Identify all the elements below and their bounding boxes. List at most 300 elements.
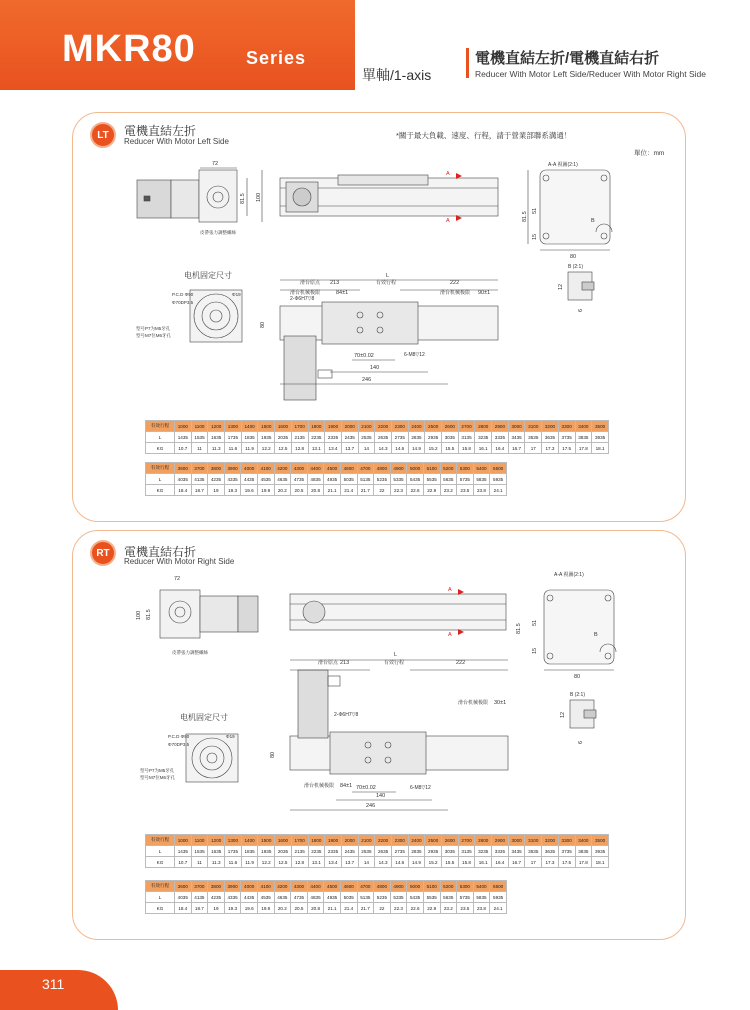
table-cell: 3300 xyxy=(558,421,575,432)
belt-adjust-label-2: 皮帶張力調整螺絲 xyxy=(172,650,208,655)
view-b-label-2: B (2:1) xyxy=(570,692,586,698)
table-cell: 14.3 xyxy=(375,443,392,454)
spec-table-4 xyxy=(145,880,507,914)
hole-callout-2: 2-Φ6H7▽8 xyxy=(334,712,359,718)
table-cell: 1435 xyxy=(175,432,192,443)
table-cell: 14 xyxy=(358,857,375,868)
table-cell: 2200 xyxy=(375,421,392,432)
table-cell: 1735 xyxy=(225,432,242,443)
table-cell: 21.7 xyxy=(357,903,374,914)
table-cell: 23.5 xyxy=(457,485,474,496)
table-cell: 14.9 xyxy=(408,443,425,454)
table-cell: 4535 xyxy=(257,892,274,903)
table-cell: 22.9 xyxy=(423,485,440,496)
table-cell: 4235 xyxy=(208,474,225,485)
table-cell: 14 xyxy=(358,443,375,454)
table-cell: 1935 xyxy=(258,432,275,443)
belt-adjust-label: 皮帶張力調整螺絲 xyxy=(200,230,236,235)
table-cell: 1835 xyxy=(241,846,258,857)
table-cell: 2200 xyxy=(375,835,392,846)
table-cell: 3935 xyxy=(592,432,609,443)
table-cell: 1735 xyxy=(225,846,242,857)
table-cell: 2835 xyxy=(408,846,425,857)
table-cell: 3235 xyxy=(475,846,492,857)
table-cell: 4935 xyxy=(324,892,341,903)
table-cell: 3200 xyxy=(542,421,559,432)
dim-140: 140 xyxy=(370,365,380,371)
table-cell: 1000 xyxy=(175,835,192,846)
table-cell: 21.4 xyxy=(340,903,357,914)
table-cell: 5935 xyxy=(490,474,507,485)
table-cell: 4100 xyxy=(257,881,274,892)
dim-84: 84±1 xyxy=(336,290,349,296)
table-cell: 5735 xyxy=(457,892,474,903)
table-cell: 13.1 xyxy=(308,443,325,454)
table-cell: 5200 xyxy=(440,463,457,474)
dim-6-2: 6 xyxy=(578,740,584,744)
table-cell: 3600 xyxy=(175,463,192,474)
table-cell: 24.1 xyxy=(490,485,507,496)
table-cell: 1500 xyxy=(258,835,275,846)
table-cell: 18.4 xyxy=(175,485,192,496)
table-cell: 2100 xyxy=(358,421,375,432)
table-cell: 1200 xyxy=(208,421,225,432)
table-cell: 14.6 xyxy=(391,443,408,454)
table-cell: 3400 xyxy=(575,421,592,432)
dim-100: 100 xyxy=(256,192,262,202)
table-cell: 4435 xyxy=(241,474,258,485)
dim-L: L xyxy=(386,273,390,279)
dim-6: 6 xyxy=(578,308,584,312)
table-cell: 2600 xyxy=(442,421,459,432)
table-cell: 15.2 xyxy=(425,857,442,868)
table-cell: 4300 xyxy=(291,463,308,474)
table-cell: 2300 xyxy=(391,835,408,846)
table-cell: 1400 xyxy=(241,835,258,846)
table-cell: 2735 xyxy=(391,846,408,857)
table-cell: 3835 xyxy=(575,432,592,443)
table-cell: 3100 xyxy=(525,835,542,846)
dim-246: 246 xyxy=(362,377,372,383)
table-cell: 4000 xyxy=(241,463,258,474)
table-cell: 4735 xyxy=(291,892,308,903)
table-cell: 2800 xyxy=(475,835,492,846)
table-cell: 4235 xyxy=(208,892,225,903)
spigot-label: Φ70DP3.5 xyxy=(172,300,194,305)
table-cell: 17 xyxy=(525,443,542,454)
table-cell: 2535 xyxy=(358,846,375,857)
table-cell: 4135 xyxy=(191,892,208,903)
table-cell: 2000 xyxy=(341,835,358,846)
table-cell: 3535 xyxy=(525,432,542,443)
table-cell: 3200 xyxy=(542,835,559,846)
table-cell: 17 xyxy=(525,857,542,868)
table-cell: 4835 xyxy=(307,892,324,903)
dim-213-2: 213 xyxy=(340,660,350,666)
table-cell: 2135 xyxy=(291,846,308,857)
row-label: L xyxy=(146,432,175,443)
table-cell: 4635 xyxy=(274,474,291,485)
table-cell: 5435 xyxy=(407,892,424,903)
slider-limit-right: 滑台机械极限 xyxy=(440,290,471,296)
dim-84-2: 84±1 xyxy=(340,783,353,789)
table-cell: 21.1 xyxy=(324,485,341,496)
table-cell: 5735 xyxy=(457,474,474,485)
table-cell: 3900 xyxy=(224,463,241,474)
table-cell: 1000 xyxy=(175,421,192,432)
table-cell: 17.8 xyxy=(575,443,592,454)
table-cell: 3735 xyxy=(558,846,575,857)
table-cell: 5535 xyxy=(423,474,440,485)
table-cell: 3000 xyxy=(508,835,525,846)
section-mark-a-3: A xyxy=(448,587,452,593)
table-cell: 2935 xyxy=(425,432,442,443)
table-cell: 22.6 xyxy=(407,903,424,914)
table-cell: 2400 xyxy=(408,421,425,432)
table-cell: 5100 xyxy=(423,463,440,474)
spec-table-3 xyxy=(145,834,609,868)
table-cell: 3400 xyxy=(575,835,592,846)
table-cell: 20.5 xyxy=(291,485,308,496)
table-cell: 17.5 xyxy=(558,443,575,454)
slider-limit-right-2: 滑台机械极限 xyxy=(458,700,489,706)
table-cell: 4535 xyxy=(257,474,274,485)
dim-30: 30±1 xyxy=(494,700,507,706)
table-cell: 22.6 xyxy=(407,485,424,496)
table-cell: 4035 xyxy=(175,892,192,903)
table-cell: 1300 xyxy=(225,421,242,432)
table-cell: 2935 xyxy=(425,846,442,857)
table-cell: 23.8 xyxy=(473,903,490,914)
table-cell: 15.8 xyxy=(458,443,475,454)
table-cell: 5535 xyxy=(423,892,440,903)
table-cell: 2735 xyxy=(391,432,408,443)
dim-70-2: 70±0.02 xyxy=(356,785,376,791)
table-cell: 3435 xyxy=(508,846,525,857)
table-cell: 11.9 xyxy=(241,857,258,868)
table-cell: 2235 xyxy=(308,846,325,857)
page-number: 311 xyxy=(42,976,65,992)
table-cell: 3000 xyxy=(508,421,525,432)
table-cell: 22.3 xyxy=(390,903,407,914)
table-cell: 2600 xyxy=(442,835,459,846)
table-cell: 2335 xyxy=(325,432,342,443)
table-cell: 3035 xyxy=(442,432,459,443)
table-cell: 2435 xyxy=(341,432,358,443)
slider-limit-left: 滑台机械极限 xyxy=(290,290,321,296)
table-cell: 5300 xyxy=(457,881,474,892)
tap-callout-2: 6-M8▽12 xyxy=(410,785,431,791)
table-cell: 3535 xyxy=(525,846,542,857)
table-cell: 21.1 xyxy=(324,903,341,914)
dim-81-5-3: 81.5 xyxy=(516,623,522,634)
table-cell: 2235 xyxy=(308,432,325,443)
effective-stroke: 有效行程 xyxy=(376,280,397,286)
table-cell: 4435 xyxy=(241,892,258,903)
table-cell: 4735 xyxy=(291,474,308,485)
dim-12-2: 12 xyxy=(560,711,566,718)
table-cell: 2635 xyxy=(375,846,392,857)
table-cell: 3935 xyxy=(592,846,609,857)
table-cell: 1300 xyxy=(225,835,242,846)
table-cell: 5335 xyxy=(390,474,407,485)
table-cell: 4700 xyxy=(357,881,374,892)
effective-stroke-2: 有效行程 xyxy=(384,660,405,666)
table-cell: 5000 xyxy=(407,463,424,474)
table-cell: 4900 xyxy=(390,463,407,474)
table-cell: 18.7 xyxy=(191,485,208,496)
dim-19-2: Φ19 xyxy=(226,734,235,739)
slider-origin-2: 滑台原点 xyxy=(318,660,339,666)
table-cell: 11.6 xyxy=(225,443,242,454)
row-label: KG xyxy=(146,857,175,868)
table-cell: 11.9 xyxy=(241,443,258,454)
dim-15: 15 xyxy=(532,233,538,240)
table-cell: 5135 xyxy=(357,892,374,903)
view-aa-label-2: A-A 視圖(2:1) xyxy=(554,572,584,578)
row-label: KG xyxy=(146,903,175,914)
table-cell: 2835 xyxy=(408,432,425,443)
dim-L-2: L xyxy=(394,652,398,658)
table-cell: 5100 xyxy=(423,881,440,892)
table-cell: 17.3 xyxy=(542,443,559,454)
table-cell: 1800 xyxy=(308,421,325,432)
table-cell: 1700 xyxy=(291,835,308,846)
table-cell: 4335 xyxy=(224,892,241,903)
table-cell: 19.6 xyxy=(241,903,258,914)
table-cell: 23.2 xyxy=(440,485,457,496)
table-cell: 3600 xyxy=(175,881,192,892)
section-title-zh: 電機直結左折 xyxy=(124,124,197,138)
table-cell: 4900 xyxy=(390,881,407,892)
table-cell: 5500 xyxy=(490,463,507,474)
table-cell: 19.9 xyxy=(257,485,274,496)
table-cell: 5635 xyxy=(440,474,457,485)
pcd-label-2: P.C.D Φ90 xyxy=(168,734,190,739)
table-cell: 23.2 xyxy=(440,903,457,914)
m7-note-2: 型号M7位M6牙孔 xyxy=(140,775,176,780)
row-label: 有效行程 xyxy=(146,421,175,432)
table-cell: 2900 xyxy=(492,835,509,846)
table-cell: 18.7 xyxy=(191,903,208,914)
table-cell: 10.7 xyxy=(175,857,192,868)
table-cell: 19 xyxy=(208,485,225,496)
table-cell: 1635 xyxy=(208,432,225,443)
table-cell: 2535 xyxy=(358,432,375,443)
table-cell: 2000 xyxy=(341,421,358,432)
m7-note: 型号M7位M6牙孔 xyxy=(136,333,172,338)
table-cell: 2400 xyxy=(408,835,425,846)
table-cell: 4335 xyxy=(224,474,241,485)
table-cell: 12.5 xyxy=(275,443,292,454)
table-cell: 2800 xyxy=(475,421,492,432)
motor-fix-title-2: 电机固定尺寸 xyxy=(180,713,228,722)
table-cell: 3635 xyxy=(542,432,559,443)
dim-81-5-2: 81.5 xyxy=(146,609,152,620)
badge-lt: LT xyxy=(90,122,116,148)
table-cell: 4400 xyxy=(307,881,324,892)
table-row xyxy=(146,835,609,846)
table-cell: 3800 xyxy=(208,881,225,892)
table-cell: 1835 xyxy=(241,432,258,443)
table-cell: 10.7 xyxy=(175,443,192,454)
table-cell: 21.4 xyxy=(340,485,357,496)
table-cell: 19.9 xyxy=(257,903,274,914)
dim-19: Φ19 xyxy=(232,292,241,297)
table-cell: 1800 xyxy=(308,835,325,846)
view-b-label: B (2:1) xyxy=(568,264,584,270)
dim-80-3: 80 xyxy=(270,751,276,758)
table-row xyxy=(146,903,507,914)
section-title-en: Reducer With Motor Left Side xyxy=(124,137,229,146)
table-cell: 23.5 xyxy=(457,903,474,914)
table-cell: 1635 xyxy=(208,846,225,857)
table-cell: 20.5 xyxy=(291,903,308,914)
table-cell: 3735 xyxy=(558,432,575,443)
table-cell: 15.8 xyxy=(458,857,475,868)
table-cell: 2035 xyxy=(275,846,292,857)
table-cell: 5400 xyxy=(473,881,490,892)
table-cell: 4000 xyxy=(241,881,258,892)
table-row xyxy=(146,846,609,857)
table-cell: 4200 xyxy=(274,463,291,474)
dim-80b: 80 xyxy=(260,321,266,328)
table-cell: 5500 xyxy=(490,881,507,892)
table-cell: 5135 xyxy=(357,474,374,485)
table-cell: 1535 xyxy=(191,846,208,857)
table-cell: 19.3 xyxy=(224,903,241,914)
table-cell: 16.4 xyxy=(492,443,509,454)
table-cell: 1600 xyxy=(275,835,292,846)
row-label: KG xyxy=(146,485,175,496)
table-cell: 5035 xyxy=(340,474,357,485)
table-cell: 20.8 xyxy=(307,485,324,496)
table-cell: 4935 xyxy=(324,474,341,485)
table-cell: 11.6 xyxy=(225,857,242,868)
section-mark-a: A xyxy=(446,171,450,177)
table-cell: 4200 xyxy=(274,881,291,892)
table-cell: 3700 xyxy=(191,463,208,474)
row-label: 有效行程 xyxy=(146,835,175,846)
dim-140-2: 140 xyxy=(376,793,386,799)
table-cell: 15.2 xyxy=(425,443,442,454)
table-cell: 3235 xyxy=(475,432,492,443)
table-cell: 22 xyxy=(374,903,391,914)
page-title-en: Reducer With Motor Left Side/Reducer With Motor Right Side xyxy=(475,69,707,79)
table-cell: 21.7 xyxy=(357,485,374,496)
table-cell: 3435 xyxy=(508,432,525,443)
table-cell: 5235 xyxy=(374,474,391,485)
row-label: 有效行程 xyxy=(146,881,175,892)
table-cell: 4600 xyxy=(340,881,357,892)
table-cell: 23.8 xyxy=(473,485,490,496)
table-cell: 2700 xyxy=(458,421,475,432)
table-cell: 3100 xyxy=(525,421,542,432)
table-cell: 3835 xyxy=(575,846,592,857)
table-cell: 15.5 xyxy=(442,443,459,454)
dim-222-2: 222 xyxy=(456,660,466,666)
table-cell: 5035 xyxy=(340,892,357,903)
table-cell: 13.7 xyxy=(341,443,358,454)
table-cell: 2500 xyxy=(425,835,442,846)
table-cell: 1535 xyxy=(191,432,208,443)
page-title-zh: 電機直結左折/電機直結右折 xyxy=(475,50,660,67)
table-cell: 4500 xyxy=(324,463,341,474)
table-cell: 4035 xyxy=(175,474,192,485)
table-cell: 12.8 xyxy=(291,857,308,868)
table-cell: 1900 xyxy=(325,835,342,846)
table-cell: 2135 xyxy=(291,432,308,443)
dim-90: 90±1 xyxy=(478,290,491,296)
table-cell: 4600 xyxy=(340,463,357,474)
table-cell: 5835 xyxy=(473,892,490,903)
table-cell: 1500 xyxy=(258,421,275,432)
hole-callout: 2-Φ6H7▽8 xyxy=(290,296,315,302)
table-cell: 14.3 xyxy=(375,857,392,868)
table-cell: 13.7 xyxy=(341,857,358,868)
table-cell: 16.7 xyxy=(508,443,525,454)
table-cell: 3335 xyxy=(492,846,509,857)
table-cell: 16.1 xyxy=(475,857,492,868)
table-row xyxy=(146,857,609,868)
table-cell: 2100 xyxy=(358,835,375,846)
table-cell: 5435 xyxy=(407,474,424,485)
section-title-en-2: Reducer With Motor Right Side xyxy=(124,557,235,566)
table-cell: 17.8 xyxy=(575,857,592,868)
table-cell: 1935 xyxy=(258,846,275,857)
table-cell: 5200 xyxy=(440,881,457,892)
table-cell: 18.1 xyxy=(592,443,609,454)
table-cell: 4135 xyxy=(191,474,208,485)
table-cell: 17.3 xyxy=(542,857,559,868)
table-cell: 1435 xyxy=(175,846,192,857)
spigot-label-2: Φ70DP3.5 xyxy=(168,742,190,747)
slider-origin: 滑台原点 xyxy=(300,280,321,286)
dim-72: 72 xyxy=(212,161,219,167)
table-cell: 13.4 xyxy=(325,443,342,454)
table-cell: 5300 xyxy=(457,463,474,474)
table-cell: 22.3 xyxy=(390,485,407,496)
load-note: *關于最大負載、速度、行程，請于營業部聯系溝通！ xyxy=(396,131,572,140)
p7-note-2: 型号P7为M5牙孔 xyxy=(140,768,175,773)
dim-51: 51 xyxy=(532,207,538,214)
table-cell: 5400 xyxy=(473,463,490,474)
table-cell: 2300 xyxy=(391,421,408,432)
table-cell: 19.6 xyxy=(241,485,258,496)
table-cell: 16.4 xyxy=(492,857,509,868)
table-cell: 15.5 xyxy=(442,857,459,868)
table-cell: 4700 xyxy=(357,463,374,474)
table-cell: 19.3 xyxy=(224,485,241,496)
table-cell: 3500 xyxy=(592,835,609,846)
series-label: Series xyxy=(246,48,307,68)
table-cell: 1100 xyxy=(191,421,208,432)
table-cell: 5000 xyxy=(407,881,424,892)
table-cell: 12.8 xyxy=(291,443,308,454)
dim-72-2: 72 xyxy=(174,576,181,582)
mark-b: B xyxy=(591,218,595,224)
pcd-label: P.C.D Φ90 xyxy=(172,292,194,297)
table-cell: 12.2 xyxy=(258,443,275,454)
table-cell: 11.3 xyxy=(208,443,225,454)
table-cell: 19 xyxy=(208,903,225,914)
table-cell: 3700 xyxy=(191,881,208,892)
table-cell: 16.7 xyxy=(508,857,525,868)
table-cell: 3900 xyxy=(224,881,241,892)
dim-213: 213 xyxy=(330,280,340,286)
table-cell: 3135 xyxy=(458,432,475,443)
table-cell: 4800 xyxy=(374,463,391,474)
